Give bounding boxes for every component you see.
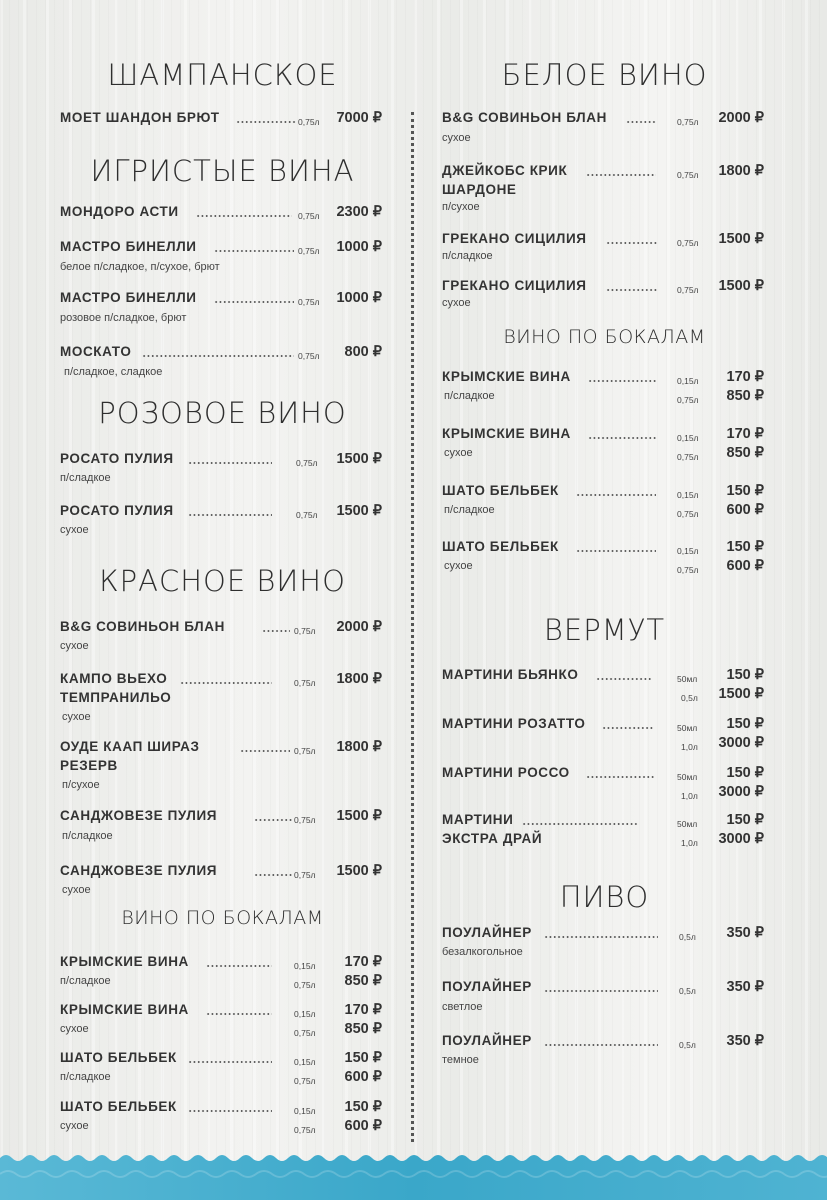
leader-dots <box>544 936 658 938</box>
item-volume: 0,75л <box>294 980 316 990</box>
leader-dots <box>606 242 658 244</box>
item-volume: 0,75л <box>296 510 318 520</box>
section-title-beer: ПИВО <box>559 880 650 914</box>
wave-decoration <box>0 1150 827 1200</box>
item-price: 800 ₽ <box>344 344 382 360</box>
item-description: сухое <box>442 132 471 144</box>
item-price: 1500 ₽ <box>336 503 382 519</box>
item-name: МАРТИНИ <box>442 812 514 827</box>
item-name: МОСКАТО <box>60 344 132 359</box>
item-price: 350 ₽ <box>726 925 764 941</box>
item-price: 850 ₽ <box>344 1021 382 1037</box>
item-volume: 0,75л <box>298 117 320 127</box>
item-volume: 50мл <box>677 674 698 684</box>
item-volume: 0,15л <box>677 546 699 556</box>
item-volume: 0,15л <box>294 1057 316 1067</box>
item-volume: 1,0л <box>681 791 698 801</box>
item-name: КРЫМСКИЕ ВИНА <box>442 369 571 384</box>
item-name: ШАТО БЕЛЬБЕК <box>442 539 559 554</box>
leader-dots <box>206 1013 272 1015</box>
leader-dots <box>214 250 294 252</box>
leader-dots <box>206 965 272 967</box>
item-name: МАСТРО БИНЕЛЛИ <box>60 239 197 254</box>
item-description: п/сладкое <box>60 975 111 987</box>
item-volume: 0,75л <box>677 117 699 127</box>
item-price: 3000 ₽ <box>718 784 764 800</box>
section-title-wine-by-glass: ВИНО ПО БОКАЛАМ <box>121 907 324 929</box>
item-volume: 0,75л <box>294 746 316 756</box>
item-volume: 50мл <box>677 723 698 733</box>
item-name: МОНДОРО АСТИ <box>60 204 179 219</box>
leader-dots <box>236 121 296 123</box>
item-price: 150 ₽ <box>726 765 764 781</box>
item-description: розовое п/сладкое, брют <box>60 312 187 324</box>
item-price: 170 ₽ <box>726 426 764 442</box>
leader-dots <box>188 1061 272 1063</box>
item-volume: 0,75л <box>677 565 699 575</box>
item-price: 850 ₽ <box>726 445 764 461</box>
item-volume: 0,75л <box>677 238 699 248</box>
item-volume: 0,75л <box>294 678 316 688</box>
item-price: 2000 ₽ <box>336 619 382 635</box>
leader-dots <box>544 990 658 992</box>
item-price: 1800 ₽ <box>718 163 764 179</box>
item-volume: 0,5л <box>679 932 696 942</box>
item-price: 7000 ₽ <box>336 110 382 126</box>
item-name-line2: ШАРДОНЕ <box>442 182 517 197</box>
item-volume: 0,75л <box>298 246 320 256</box>
item-name: САНДЖОВЕЗЕ ПУЛИЯ <box>60 863 218 878</box>
item-name: ПОУЛАЙНЕР <box>442 1033 532 1048</box>
leader-dots <box>586 174 656 176</box>
item-name: МАСТРО БИНЕЛЛИ <box>60 290 197 305</box>
item-volume: 0,75л <box>677 285 699 295</box>
item-volume: 0,75л <box>294 626 316 636</box>
item-description: сухое <box>62 884 91 896</box>
section-title-vermouth: ВЕРМУТ <box>543 613 666 647</box>
item-name: МОЕТ ШАНДОН БРЮТ <box>60 110 220 125</box>
right-column <box>442 0 767 1150</box>
leader-dots <box>254 874 292 876</box>
item-price: 1500 ₽ <box>718 686 764 702</box>
item-description: п/сладкое, сладкое <box>64 366 163 378</box>
item-volume: 0,15л <box>294 1106 316 1116</box>
item-price: 1000 ₽ <box>336 290 382 306</box>
leader-dots <box>588 380 656 382</box>
item-price: 850 ₽ <box>726 388 764 404</box>
item-description: сухое <box>442 297 471 309</box>
item-price: 170 ₽ <box>726 369 764 385</box>
section-title-sparkling: ИГРИСТЫЕ ВИНА <box>90 154 355 188</box>
item-description: п/сладкое <box>60 472 111 484</box>
item-volume: 0,75л <box>677 395 699 405</box>
item-name: РОСАТО ПУЛИЯ <box>60 451 174 466</box>
item-price: 1500 ₽ <box>336 451 382 467</box>
item-description: темное <box>442 1054 479 1066</box>
item-price: 170 ₽ <box>344 954 382 970</box>
item-volume: 0,75л <box>677 170 699 180</box>
left-column <box>60 0 385 1150</box>
item-name: КАМПО ВЬЕХО <box>60 671 168 686</box>
leader-dots <box>576 550 656 552</box>
item-price: 150 ₽ <box>344 1050 382 1066</box>
leader-dots <box>180 682 272 684</box>
item-volume: 0,75л <box>294 815 316 825</box>
item-volume: 0,75л <box>298 297 320 307</box>
item-price: 170 ₽ <box>344 1002 382 1018</box>
item-volume: 0,75л <box>296 458 318 468</box>
item-name: ДЖЕЙКОБС КРИК <box>442 163 568 178</box>
item-price: 350 ₽ <box>726 1033 764 1049</box>
item-description: п/сладкое <box>62 830 113 842</box>
item-price: 600 ₽ <box>726 502 764 518</box>
leader-dots <box>588 437 656 439</box>
item-volume: 0,75л <box>298 211 320 221</box>
item-name: МАРТИНИ БЬЯНКО <box>442 667 579 682</box>
item-description: сухое <box>60 1023 89 1035</box>
section-title-red: КРАСНОЕ ВИНО <box>99 564 346 598</box>
item-price: 150 ₽ <box>726 539 764 555</box>
item-description: сухое <box>60 1120 89 1132</box>
item-name: ОУДЕ КААП ШИРАЗ <box>60 739 200 754</box>
item-price: 150 ₽ <box>726 483 764 499</box>
item-volume: 0,15л <box>677 376 699 386</box>
item-name: ШАТО БЕЛЬБЕК <box>60 1099 177 1114</box>
item-description: п/сладкое <box>444 390 495 402</box>
item-price: 1500 ₽ <box>336 808 382 824</box>
leader-dots <box>626 121 656 123</box>
item-description: п/сухое <box>62 779 100 791</box>
section-title-wine-by-glass: ВИНО ПО БОКАЛАМ <box>503 326 706 348</box>
leader-dots <box>602 727 654 729</box>
section-title-rose: РОЗОВОЕ ВИНО <box>98 396 347 430</box>
item-volume: 1,0л <box>681 742 698 752</box>
leader-dots <box>606 289 658 291</box>
item-volume: 0,75л <box>294 1028 316 1038</box>
item-description: сухое <box>60 640 89 652</box>
item-description: сухое <box>60 524 89 536</box>
item-description: п/сладкое <box>444 504 495 516</box>
item-name-line2: РЕЗЕРВ <box>60 758 118 773</box>
item-name: ГРЕКАНО СИЦИЛИЯ <box>442 278 587 293</box>
item-price: 150 ₽ <box>344 1099 382 1115</box>
item-name: САНДЖОВЕЗЕ ПУЛИЯ <box>60 808 218 823</box>
item-name: ПОУЛАЙНЕР <box>442 925 532 940</box>
item-volume: 50мл <box>677 772 698 782</box>
leader-dots <box>188 462 272 464</box>
item-volume: 0,15л <box>294 961 316 971</box>
item-volume: 0,75л <box>294 1125 316 1135</box>
item-description: безалкогольное <box>442 946 523 958</box>
leader-dots <box>586 776 654 778</box>
item-name: КРЫМСКИЕ ВИНА <box>60 954 189 969</box>
item-description: белое п/сладкое, п/сухое, брют <box>60 261 220 273</box>
item-price: 150 ₽ <box>726 667 764 683</box>
item-name: B&G СОВИНЬОН БЛАН <box>442 110 607 125</box>
leader-dots <box>596 678 652 680</box>
item-price: 2300 ₽ <box>336 204 382 220</box>
item-name: ПОУЛАЙНЕР <box>442 979 532 994</box>
leader-dots <box>214 301 294 303</box>
leader-dots <box>142 355 294 357</box>
item-volume: 0,75л <box>294 870 316 880</box>
leader-dots <box>544 1044 658 1046</box>
section-title-white: БЕЛОЕ ВИНО <box>501 58 708 92</box>
leader-dots <box>240 750 290 752</box>
item-volume: 0,5л <box>679 1040 696 1050</box>
item-price: 150 ₽ <box>726 812 764 828</box>
item-volume: 50мл <box>677 819 698 829</box>
item-description: п/сухое <box>442 201 480 213</box>
item-volume: 0,15л <box>294 1009 316 1019</box>
section-title-champagne: ШАМПАНСКОЕ <box>107 58 338 92</box>
item-price: 600 ₽ <box>726 558 764 574</box>
item-description: сухое <box>444 447 473 459</box>
item-price: 2000 ₽ <box>718 110 764 126</box>
item-name: ШАТО БЕЛЬБЕК <box>60 1050 177 1065</box>
leader-dots <box>522 823 638 825</box>
item-description: п/сладкое <box>442 250 493 262</box>
item-name: МАРТИНИ РОССО <box>442 765 570 780</box>
leader-dots <box>576 494 656 496</box>
item-price: 1800 ₽ <box>336 739 382 755</box>
leader-dots <box>262 630 290 632</box>
item-name: МАРТИНИ РОЗАТТО <box>442 716 586 731</box>
item-price: 1500 ₽ <box>718 278 764 294</box>
item-description: сухое <box>444 560 473 572</box>
leader-dots <box>196 215 292 217</box>
item-volume: 0,75л <box>677 509 699 519</box>
item-description: сухое <box>62 711 91 723</box>
item-name: ШАТО БЕЛЬБЕК <box>442 483 559 498</box>
item-name: КРЫМСКИЕ ВИНА <box>60 1002 189 1017</box>
item-volume: 0,75л <box>298 351 320 361</box>
item-name-line2: ТЕМПРАНИЛЬО <box>60 690 172 705</box>
item-volume: 0,5л <box>679 986 696 996</box>
item-name: ГРЕКАНО СИЦИЛИЯ <box>442 231 587 246</box>
leader-dots <box>188 1110 272 1112</box>
item-description: п/сладкое <box>60 1071 111 1083</box>
item-price: 1500 ₽ <box>336 863 382 879</box>
item-price: 150 ₽ <box>726 716 764 732</box>
item-name-line2: ЭКСТРА ДРАЙ <box>442 831 543 846</box>
item-name: РОСАТО ПУЛИЯ <box>60 503 174 518</box>
item-volume: 0,75л <box>677 452 699 462</box>
item-volume: 0,5л <box>681 693 698 703</box>
item-price: 350 ₽ <box>726 979 764 995</box>
item-volume: 1,0л <box>681 838 698 848</box>
item-volume: 0,75л <box>294 1076 316 1086</box>
item-price: 1000 ₽ <box>336 239 382 255</box>
item-description: светлое <box>442 1001 483 1013</box>
item-price: 850 ₽ <box>344 973 382 989</box>
leader-dots <box>188 514 272 516</box>
item-price: 600 ₽ <box>344 1118 382 1134</box>
item-volume: 0,15л <box>677 490 699 500</box>
item-volume: 0,15л <box>677 433 699 443</box>
item-name: B&G СОВИНЬОН БЛАН <box>60 619 225 634</box>
item-price: 3000 ₽ <box>718 735 764 751</box>
item-price: 3000 ₽ <box>718 831 764 847</box>
item-price: 1500 ₽ <box>718 231 764 247</box>
leader-dots <box>254 819 292 821</box>
item-price: 600 ₽ <box>344 1069 382 1085</box>
item-price: 1800 ₽ <box>336 671 382 687</box>
item-name: КРЫМСКИЕ ВИНА <box>442 426 571 441</box>
